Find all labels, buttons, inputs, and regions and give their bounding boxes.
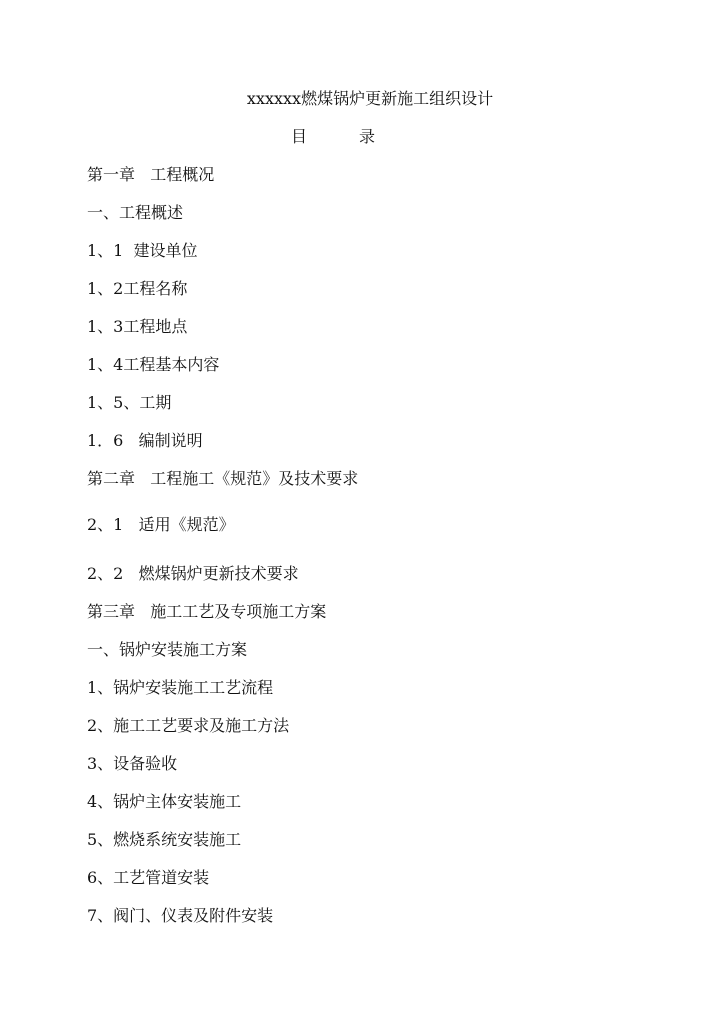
- toc-heading-lu: 录: [359, 127, 376, 146]
- toc-entry-chapter-2: 第二章 工程施工《规范》及技术要求: [87, 469, 359, 488]
- toc-heading: [291, 127, 375, 147]
- document-title: xxxxxx燃煤锅炉更新施工组织设计: [246, 89, 494, 108]
- toc-entry: 一、工程概述: [87, 203, 184, 222]
- toc-entry: 6、工艺管道安装: [87, 868, 210, 887]
- toc-heading-mu: 目: [291, 127, 308, 146]
- toc-entry: 2、1 适用《规范》: [87, 515, 235, 534]
- toc-entry: 一、锅炉安装施工方案: [87, 640, 248, 659]
- toc-entry: 5、燃烧系统安装施工: [87, 830, 242, 849]
- toc-entry: 1、1 建设单位: [87, 241, 198, 260]
- toc-entry: 2、2 燃煤锅炉更新技术要求: [87, 564, 299, 583]
- toc-entry: 3、设备验收: [87, 754, 178, 773]
- toc-entry: 4、锅炉主体安装施工: [87, 792, 242, 811]
- toc-entry-chapter-1: 第一章 工程概况: [87, 165, 215, 184]
- toc-entry: 2、施工工艺要求及施工方法: [87, 716, 290, 735]
- toc-entry: 7、阀门、仪表及附件安装: [87, 906, 274, 925]
- toc-entry: 1．6 编制说明: [87, 431, 203, 450]
- toc-entry: 1、5、工期: [87, 393, 172, 412]
- toc-entry: 1、4工程基本内容: [87, 355, 220, 374]
- toc-entry: 1、锅炉安装施工工艺流程: [87, 678, 274, 697]
- toc-entry: 1、3工程地点: [87, 317, 188, 336]
- toc-entry-chapter-3: 第三章 施工工艺及专项施工方案: [87, 602, 327, 621]
- toc-entry: 1、2工程名称: [87, 279, 188, 298]
